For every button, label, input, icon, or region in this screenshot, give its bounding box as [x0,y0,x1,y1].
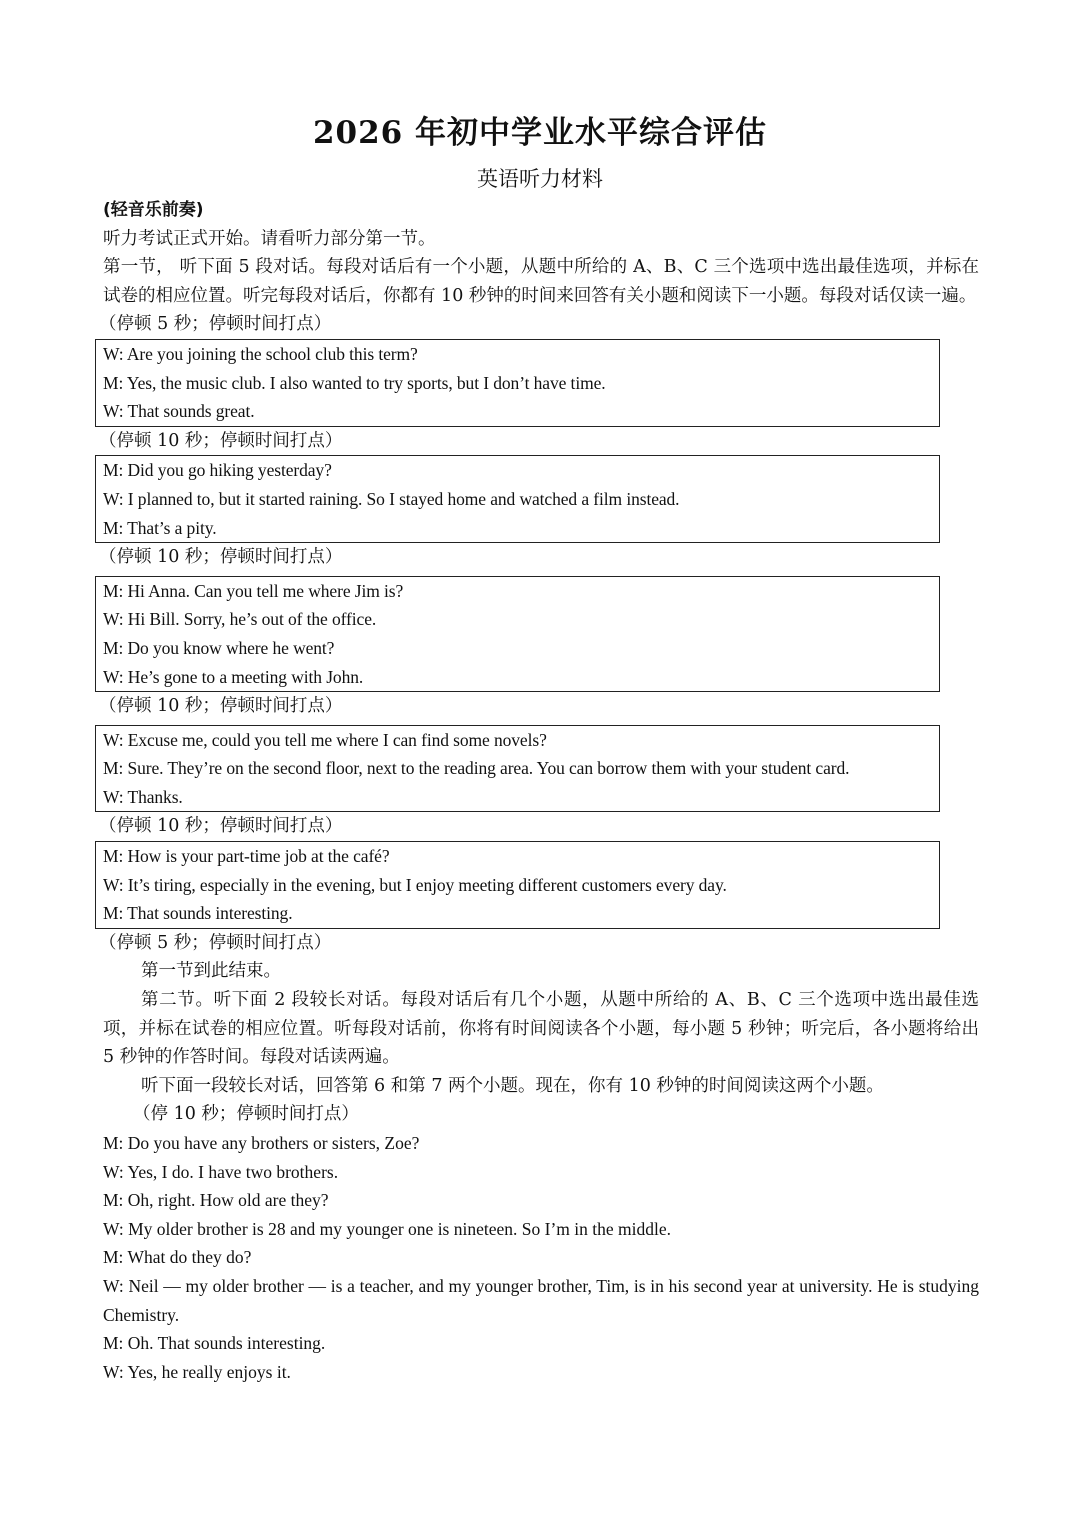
conversation-line: W: Neil — my older brother — is a teacher, and my younger brother, Tim, is in his second year at university. He is studying Chemistry. [103,1275,979,1325]
dialogue-line: M: Sure. They’re on the second floor, next to the reading area. You can borrow them with your student card. [103,758,850,779]
dialogue-line: M: Did you go hiking yesterday? [103,460,332,481]
long-dialogue-intro: 听下面一段较长对话，回答第 6 和第 7 两个小题。现在，你有 10 秒钟的时间阅读这两个小题。 [141,1075,884,1096]
long-conversation [103,1129,979,1386]
conversation-line: W: My older brother is 28 and my younger one is nineteen. So I’m in the middle. [103,1218,671,1239]
dialogue-box-3 [95,576,940,692]
dialogue-line: M: Hi Anna. Can you tell me where Jim is? [103,580,404,601]
start-announcement: 听力考试正式开始。请看听力部分第一节。 [103,228,436,249]
dialogue-line: W: It’s tiring, especially in the evening, but I enjoy meeting different customers every day. [103,874,727,895]
conversation-line: M: What do they do? [103,1247,252,1268]
dialogue-line: W: Hi Bill. Sorry, he’s out of the office. [103,609,377,630]
pause-note: （停顿 10 秒；停顿时间打点） [99,696,343,717]
conversation-line: M: Oh, right. How old are they? [103,1190,329,1211]
dialogue-line: W: I planned to, but it started raining. So I stayed home and watched a film instead. [103,488,680,509]
dialogue-line: M: Yes, the music club. I also wanted to try sports, but I don’t have time. [103,372,606,393]
pause-note: （停顿 5 秒；停顿时间打点） [99,314,332,335]
conversation-line: W: Yes, I do. I have two brothers. [103,1161,339,1182]
document-subtitle: 英语听力材料 [477,167,603,191]
pause-note: （停顿 5 秒；停顿时间打点） [99,932,332,953]
document-title: 2026 年初中学业水平综合评估 [312,115,768,151]
dialogue-box-1 [95,339,940,427]
dialogue-line: W: That sounds great. [103,401,255,422]
dialogue-box-4 [95,725,940,813]
document-body [99,196,979,1386]
dialogue-line: M: That’s a pity. [103,517,217,538]
dialogue-line: M: Do you know where he went? [103,637,335,658]
music-intro: (轻音乐前奏) [103,200,204,220]
dialogue-line: M: That sounds interesting. [103,903,293,924]
section2-instructions: 第二节。听下面 2 段较长对话。每段对话后有几个小题，从题中所给的 A、B、C 三个选项中选出最佳选项，并标在试卷的相应位置。听每段对话前，你将有时间阅读各个小题，每小题 5 秒钟；听完后，各小题将给出 5 秒钟的作答时间。每段对话读两遍。 [103,990,979,1068]
dialogue-box-5 [95,841,940,929]
dialogue-line: W: Excuse me, could you tell me where I can find some novels? [103,729,547,750]
pause-note: （停顿 10 秒；停顿时间打点） [99,430,343,451]
conversation-line: W: Yes, he really enjoys it. [103,1361,291,1382]
section1-end: 第一节到此结束。 [141,961,281,982]
pause-note: （停顿 10 秒；停顿时间打点） [99,816,343,837]
dialogue-box-2 [95,455,940,543]
dialogue-line: W: He’s gone to a meeting with John. [103,666,364,687]
dialogue-line: W: Thanks. [103,786,183,807]
conversation-line: M: Oh. That sounds interesting. [103,1333,326,1354]
pause-note: （停顿 10 秒；停顿时间打点） [99,547,343,568]
pause-note: （停 10 秒；停顿时间打点） [133,1104,359,1125]
dialogue-line: W: Are you joining the school club this term? [103,343,418,364]
conversation-line: M: Do you have any brothers or sisters, Zoe? [103,1133,420,1153]
section1-instructions: 第一节， 听下面 5 段对话。每段对话后有一个小题，从题中所给的 A、B、C 三个选项中选出最佳选项，并标在试卷的相应位置。听完每段对话后，你都有 10 秒钟的时间来回答有关小题和阅读下一小题。每段对话仅读一遍。 [103,257,979,306]
dialogue-line: M: How is your part-time job at the café? [103,846,390,867]
